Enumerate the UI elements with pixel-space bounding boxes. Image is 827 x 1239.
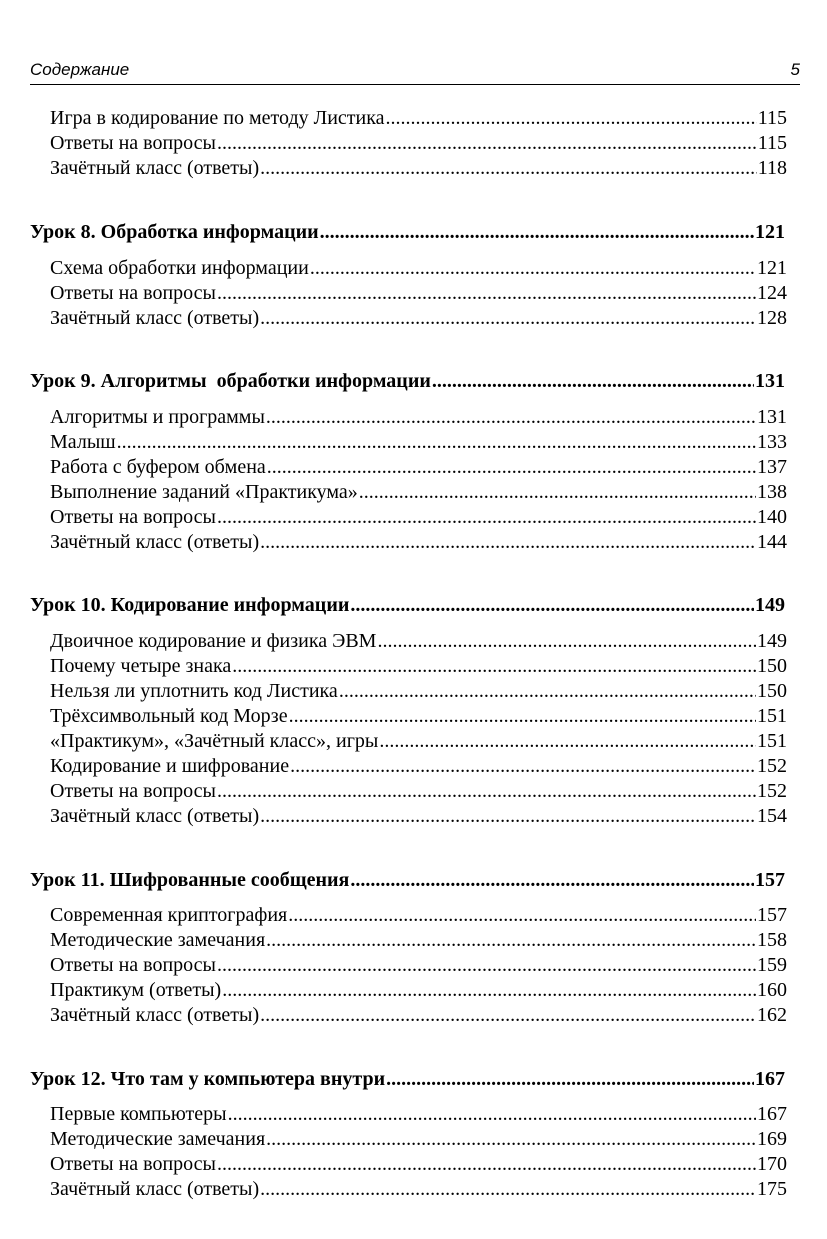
toc-entry-page: 170 (757, 1153, 787, 1175)
toc-entry-label: Зачётный класс (ответы) (50, 157, 260, 179)
dot-leader (260, 1003, 756, 1028)
toc-entry-label: Методические замечания (50, 929, 266, 951)
toc-lesson-page: 157 (755, 869, 785, 891)
toc-entry-page: 138 (757, 481, 787, 503)
toc-entry-page: 128 (757, 307, 787, 329)
toc-entry-page: 149 (757, 630, 787, 652)
dot-leader (217, 779, 756, 804)
toc-entry-page: 157 (757, 904, 787, 926)
toc-entry-label: Методические замечания (50, 1128, 266, 1150)
toc-entry-label: «Практикум», «Зачётный класс», игры (50, 730, 379, 752)
dot-leader (350, 866, 754, 894)
toc-entry (50, 729, 787, 754)
dot-leader (386, 106, 757, 131)
running-header (30, 58, 800, 85)
toc-entry-page: 144 (757, 531, 787, 553)
toc-entry-label: Трёхсимвольный код Морзе (50, 705, 288, 727)
toc-entry (50, 1177, 787, 1202)
dot-leader (217, 953, 756, 978)
dot-leader (217, 281, 756, 306)
dot-leader (260, 306, 756, 331)
toc-lesson-heading (30, 1065, 785, 1093)
toc-entry-label: Ответы на вопросы (50, 282, 216, 304)
toc-entry (50, 106, 787, 131)
toc-lesson-heading (30, 218, 785, 246)
toc-entry (50, 928, 787, 953)
toc-entry-page: 159 (757, 954, 787, 976)
dot-leader (228, 1102, 756, 1127)
toc-entry-label: Ответы на вопросы (50, 954, 216, 976)
toc-entry-label: Ответы на вопросы (50, 1153, 216, 1175)
toc-entry (50, 1102, 787, 1127)
dot-leader (290, 754, 756, 779)
header-page-number: 5 (790, 60, 800, 79)
toc-entry-page: 121 (757, 257, 787, 279)
dot-leader (117, 430, 756, 455)
header-title: Содержание (30, 60, 130, 79)
toc-lesson-title: Урок 8. Обработка информации (30, 221, 319, 243)
toc-entry-page: 151 (757, 730, 787, 752)
toc-entry (50, 704, 787, 729)
toc-entry (50, 256, 787, 281)
toc-entry-page: 175 (757, 1178, 787, 1200)
toc-entry-page: 158 (757, 929, 787, 951)
toc-entry-page: 115 (757, 107, 787, 129)
toc-entry-page: 154 (757, 805, 787, 827)
toc-lesson-title: Урок 9. Алгоритмы обработки информации (30, 370, 431, 392)
dot-leader (386, 1065, 754, 1093)
toc-entry (50, 629, 787, 654)
toc-entry-label: Практикум (ответы) (50, 979, 222, 1001)
dot-leader (320, 218, 754, 246)
toc-entry-label: Зачётный класс (ответы) (50, 531, 260, 553)
toc-entry-page: 162 (757, 1004, 787, 1026)
toc-entry (50, 156, 787, 181)
toc-lesson-title: Урок 11. Шифрованные сообщения (30, 869, 350, 891)
toc-entry (50, 654, 787, 679)
toc-entry-page: 133 (757, 431, 787, 453)
dot-leader (217, 505, 756, 530)
dot-leader (260, 156, 757, 181)
toc-entry-label: Зачётный класс (ответы) (50, 805, 260, 827)
toc-lesson-heading (30, 591, 785, 619)
dot-leader (310, 256, 756, 281)
dot-leader (266, 1127, 756, 1152)
toc-lesson-title: Урок 10. Кодирование информации (30, 594, 350, 616)
dot-leader (260, 530, 756, 555)
dot-leader (350, 591, 754, 619)
dot-leader (217, 1152, 756, 1177)
toc-lesson-page: 121 (755, 221, 785, 243)
dot-leader (288, 903, 756, 928)
toc-entry-page: 137 (757, 456, 787, 478)
toc-entry-label: Зачётный класс (ответы) (50, 307, 260, 329)
toc-entry-page: 115 (757, 132, 787, 154)
dot-leader (217, 131, 757, 156)
toc-entry-label: Нельзя ли уплотнить код Листика (50, 680, 338, 702)
toc-entry-label: Алгоритмы и программы (50, 406, 265, 428)
dot-leader (260, 804, 756, 829)
toc-entry-label: Работа с буфером обмена (50, 456, 266, 478)
toc-entry (50, 779, 787, 804)
toc-lesson-heading (30, 367, 785, 395)
toc-entry (50, 1127, 787, 1152)
toc-entry (50, 1003, 787, 1028)
toc-entry-label: Малыш (50, 431, 116, 453)
toc-entry-page: 131 (757, 406, 787, 428)
toc-entry (50, 505, 787, 530)
toc-entry-page: 160 (757, 979, 787, 1001)
toc-lesson-page: 149 (755, 594, 785, 616)
dot-leader (222, 978, 756, 1003)
toc-entry-label: Зачётный класс (ответы) (50, 1004, 260, 1026)
toc-entry (50, 1152, 787, 1177)
dot-leader (267, 455, 756, 480)
toc-entry-page: 140 (757, 506, 787, 528)
dot-leader (432, 367, 754, 395)
toc-entry-label: Ответы на вопросы (50, 132, 216, 154)
dot-leader (339, 679, 756, 704)
toc-entry-label: Современная криптография (50, 904, 288, 926)
toc-entry-label: Почему четыре знака (50, 655, 232, 677)
dot-leader (260, 1177, 756, 1202)
toc-entry-page: 152 (757, 755, 787, 777)
dot-leader (266, 928, 756, 953)
toc-entry (50, 903, 787, 928)
toc-entry-page: 150 (757, 655, 787, 677)
toc-entry (50, 480, 787, 505)
toc-entry (50, 281, 787, 306)
toc-entry-label: Ответы на вопросы (50, 506, 216, 528)
dot-leader (232, 654, 756, 679)
dot-leader (266, 405, 756, 430)
toc-entry-page: 167 (757, 1103, 787, 1125)
toc-entry-label: Кодирование и шифрование (50, 755, 290, 777)
toc-entry (50, 430, 787, 455)
toc-entry (50, 754, 787, 779)
toc-entry (50, 455, 787, 480)
toc-entry (50, 978, 787, 1003)
toc-entry-label: Первые компьютеры (50, 1103, 227, 1125)
toc-entry (50, 306, 787, 331)
toc-entry (50, 804, 787, 829)
toc-entry-label: Выполнение заданий «Практикума» (50, 481, 358, 503)
toc-entry-label: Зачётный класс (ответы) (50, 1178, 260, 1200)
dot-leader (379, 729, 756, 754)
toc-entry (50, 953, 787, 978)
toc-entry-page: 169 (757, 1128, 787, 1150)
toc-entry (50, 405, 787, 430)
toc-lesson-title: Урок 12. Что там у компьютера внутри (30, 1068, 386, 1090)
toc-entry-label: Схема обработки информации (50, 257, 309, 279)
toc-lesson-page: 131 (755, 370, 785, 392)
toc-entry (50, 679, 787, 704)
toc-entry-label: Игра в кодирование по методу Листика (50, 107, 385, 129)
toc-entry-page: 118 (757, 157, 787, 179)
dot-leader (377, 629, 756, 654)
toc-entry-page: 150 (757, 680, 787, 702)
toc-lesson-heading (30, 866, 785, 894)
toc-entry (50, 131, 787, 156)
toc-entry-page: 152 (757, 780, 787, 802)
toc-lesson-page: 167 (755, 1068, 785, 1090)
toc-entry-page: 124 (757, 282, 787, 304)
toc-entry-page: 151 (757, 705, 787, 727)
toc-entry (50, 530, 787, 555)
dot-leader (359, 480, 756, 505)
dot-leader (289, 704, 756, 729)
toc-entry-label: Двоичное кодирование и физика ЭВМ (50, 630, 377, 652)
toc-entry-label: Ответы на вопросы (50, 780, 216, 802)
